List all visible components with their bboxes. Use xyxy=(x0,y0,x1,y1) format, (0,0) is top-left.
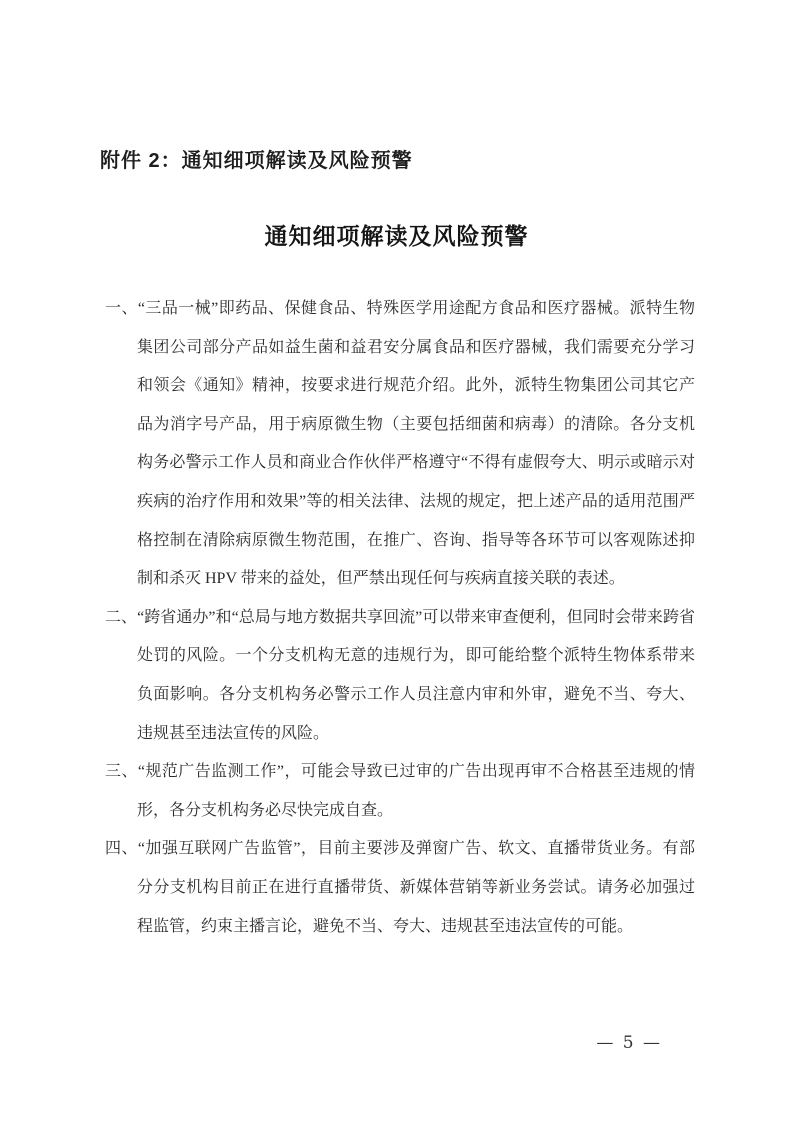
list-item-4 xyxy=(105,830,695,946)
item-2-marker: 二、 xyxy=(105,608,138,626)
list-item-2 xyxy=(105,599,695,753)
item-1-marker: 一、 xyxy=(105,300,138,317)
list-item-3 xyxy=(105,753,695,830)
item-3-text: “规范广告监测工作”，可能会导致已过审的广告出现再审不合格甚至违规的情形，各分支机构务必尽快完成自查。 xyxy=(137,763,695,819)
list-item-1 xyxy=(105,290,695,599)
item-4-text: “加强互联网广告监管”，目前主要涉及弹窗广告、软文、直播带货业务。有部分分支机构目前正在进行直播带货、新媒体营销等新业务尝试。请务必加强过程监管，约束主播言论，避免不当、夸大、违规甚至违法宣传的可能。 xyxy=(137,840,695,935)
item-1-text: “三品一械”即药品、保健食品、特殊医学用途配方食品和医疗器械。派特生物集团公司部分产品如益生菌和益君安分属食品和医疗器械，我们需要充分学习和领会《通知》精神，按要求进行规范介绍。此外，派特生物集团公司其它产品为消字号产品，用于病原微生物（主要包括细菌和病毒）的清除。各分支机构务必警示工作人员和商业合作伙伴严格遵守“不得有虚假夸大、明示或暗示对疾病的治疗作用和效果”等的相关法律、法规的规定，把上述产品的适用范围严格控制在清除病原微生物范围，在推广、咨询、指导等各环节可以客观陈述抑制和杀灭 HPV 带来的益处，但严禁出现任何与疾病直接关联的表述。 xyxy=(137,300,695,588)
item-4-marker: 四、 xyxy=(105,840,138,858)
document-body xyxy=(105,290,695,946)
item-2-text: “跨省通办”和“总局与地方数据共享回流”可以带来审查便利，但同时会带来跨省处罚的风险。一个分支机构无意的违规行为，即可能给整个派特生物体系带来负面影响。各分支机构务必警示工作人员注意内审和外审，避免不当、夸大、违规甚至违法宣传的风险。 xyxy=(137,608,695,742)
attachment-heading: 附件 2：通知细项解读及风险预警 xyxy=(100,150,413,172)
page-number: — 5 — xyxy=(596,1033,662,1053)
item-3-marker: 三、 xyxy=(105,763,138,781)
page-title: 通知细项解读及风险预警 xyxy=(264,223,529,250)
